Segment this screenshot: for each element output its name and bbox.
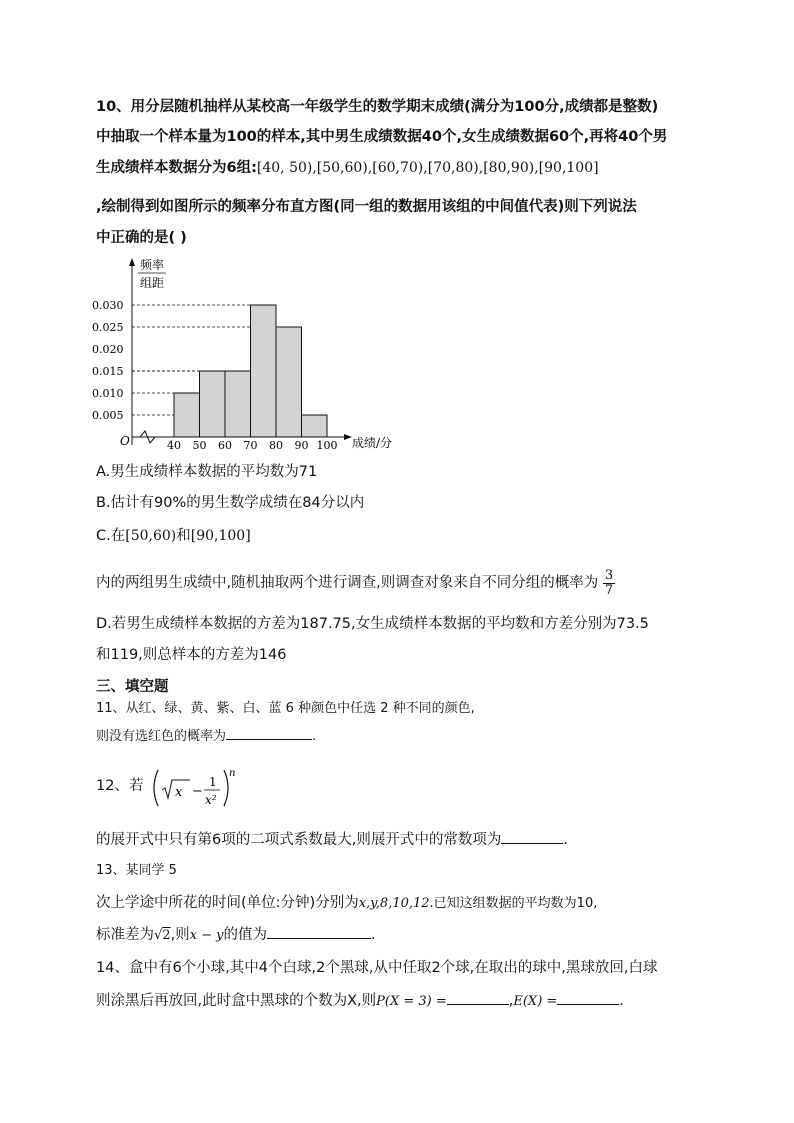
option-c-text: 内的两组男生成绩中,随机抽取两个进行调查,则调查对象来自不同分组的概率为 <box>96 575 599 591</box>
q13-line3: 标准差为√2,则x − y的值为 . <box>96 924 376 946</box>
histogram-bar-70-80 <box>251 305 277 437</box>
y-label-den: 组距 <box>140 276 165 290</box>
interval-5: [80,90) <box>483 160 535 176</box>
option-c-fraction: $\frac{3}{7}$ <box>604 567 614 598</box>
q11-line1: 11、从红、绿、黄、紫、白、蓝 6 种颜色中任选 2 种不同的颜色, <box>96 701 475 716</box>
option-d-line2: 和119,则总样本的方差为146 <box>96 647 287 663</box>
histogram-bar-50-60 <box>200 371 226 437</box>
q14-answer-blank-2[interactable] <box>557 990 619 1005</box>
option-a: A.男生成绩样本数据的平均数为71 <box>96 464 318 480</box>
q12-expression <box>148 766 238 810</box>
svg-text:x²: x² <box>205 793 217 807</box>
q10-line3: 生成绩样本数据分为6组:[40, 50),[50,60),[60,70),[70,80),[80,90),[90,100] <box>96 160 599 176</box>
q10-line4: ,绘制得到如图所示的频率分布直方图(同一组的数据用该组的中间值代表)则下列说法 <box>96 199 637 215</box>
y-axis-arrow <box>129 258 135 266</box>
frequency-histogram <box>90 255 410 455</box>
q10-line3-prefix: 生成绩样本数据分为6组: <box>96 160 257 176</box>
interval-2: [50,60) <box>316 160 368 176</box>
option-c-line2 <box>96 566 615 600</box>
interval-3: [60,70) <box>372 160 424 176</box>
option-c-interval2: [90,100] <box>190 528 251 544</box>
q11-line2: 则没有选红色的概率为 . <box>96 725 316 747</box>
histogram-bar-40-50 <box>174 393 200 437</box>
svg-text:x: x <box>175 785 183 800</box>
section-title: 三、填空题 <box>96 679 169 695</box>
option-b: B.估计有90%的男生数学成绩在84分以内 <box>96 495 365 511</box>
y-tick-label: 0.020 <box>92 343 124 356</box>
y-label-num: 频率 <box>140 258 165 272</box>
histogram-bar-80-90 <box>276 327 302 437</box>
x-tick-label: 70 <box>243 439 258 452</box>
x-tick-label: 40 <box>167 439 181 452</box>
x-tick-label: 50 <box>192 439 207 452</box>
option-c-interval1: [50,60) <box>125 528 177 544</box>
x-tick-label: 60 <box>218 439 232 452</box>
q10-line5: 中正确的是( ) <box>96 230 187 246</box>
q10-line2: 中抽取一个样本量为100的样本,其中男生成绩数据40个,女生成绩数据60个,再将40个男 <box>96 129 668 145</box>
svg-text:1: 1 <box>209 775 217 789</box>
q13-line1: 13、某同学 5 <box>96 863 177 878</box>
q11-answer-blank[interactable] <box>226 725 312 740</box>
q14-line2: 则涂黑后再放回,此时盒中黑球的个数为X,则P(X = 3) = ,E(X) = . <box>96 990 624 1012</box>
y-tick-label: 0.015 <box>92 365 124 378</box>
histogram-bar-60-70 <box>225 371 251 437</box>
q12-line1: 12、若 x − 1 x² n <box>96 766 238 810</box>
q12-line2: 的展开式中只有第6项的二项式系数最大,则展开式中的常数项为 . <box>96 829 568 850</box>
interval-1: [40, 50) <box>256 160 313 176</box>
y-tick-label: 0.010 <box>92 387 124 400</box>
x-axis-arrow <box>344 434 352 440</box>
option-c-line1 <box>96 526 251 546</box>
svg-text:n: n <box>229 768 236 779</box>
q12-answer-blank[interactable] <box>501 829 563 844</box>
x-tick-label: 100 <box>316 439 338 452</box>
q14-line1: 14、盒中有6个小球,其中4个白球,2个黑球,从中任取2个球,在取出的球中,黑球放回,白球 <box>96 960 658 976</box>
interval-6: [90,100] <box>538 160 599 176</box>
y-tick-label: 0.025 <box>92 321 124 334</box>
origin-label: O <box>120 434 130 448</box>
y-tick-label: 0.030 <box>92 299 124 312</box>
svg-text:−: − <box>192 784 203 799</box>
q10-line1: 10、用分层随机抽样从某校高一年级学生的数学期末成绩(满分为100分,成绩都是整数) <box>96 99 659 115</box>
histogram-bar-90-100 <box>302 415 328 437</box>
option-c-prefix: C.在 <box>96 528 126 544</box>
x-axis-label: 成绩/分 <box>352 436 393 450</box>
y-tick-label: 0.005 <box>92 409 124 422</box>
x-tick-label: 90 <box>294 439 309 452</box>
q14-answer-blank-1[interactable] <box>447 990 509 1005</box>
option-c-and: 和 <box>176 528 191 544</box>
x-tick-label: 80 <box>269 439 283 452</box>
option-d-line1: D.若男生成绩样本数据的方差为187.75,女生成绩样本数据的平均数和方差分别为73.5 <box>96 616 649 632</box>
interval-4: [70,80) <box>427 160 479 176</box>
q13-line2: 次上学途中所花的时间(单位:分钟)分别为x,y,8,10,12.已知这组数据的平均数为10, <box>96 895 598 911</box>
q13-answer-blank[interactable] <box>267 924 371 939</box>
